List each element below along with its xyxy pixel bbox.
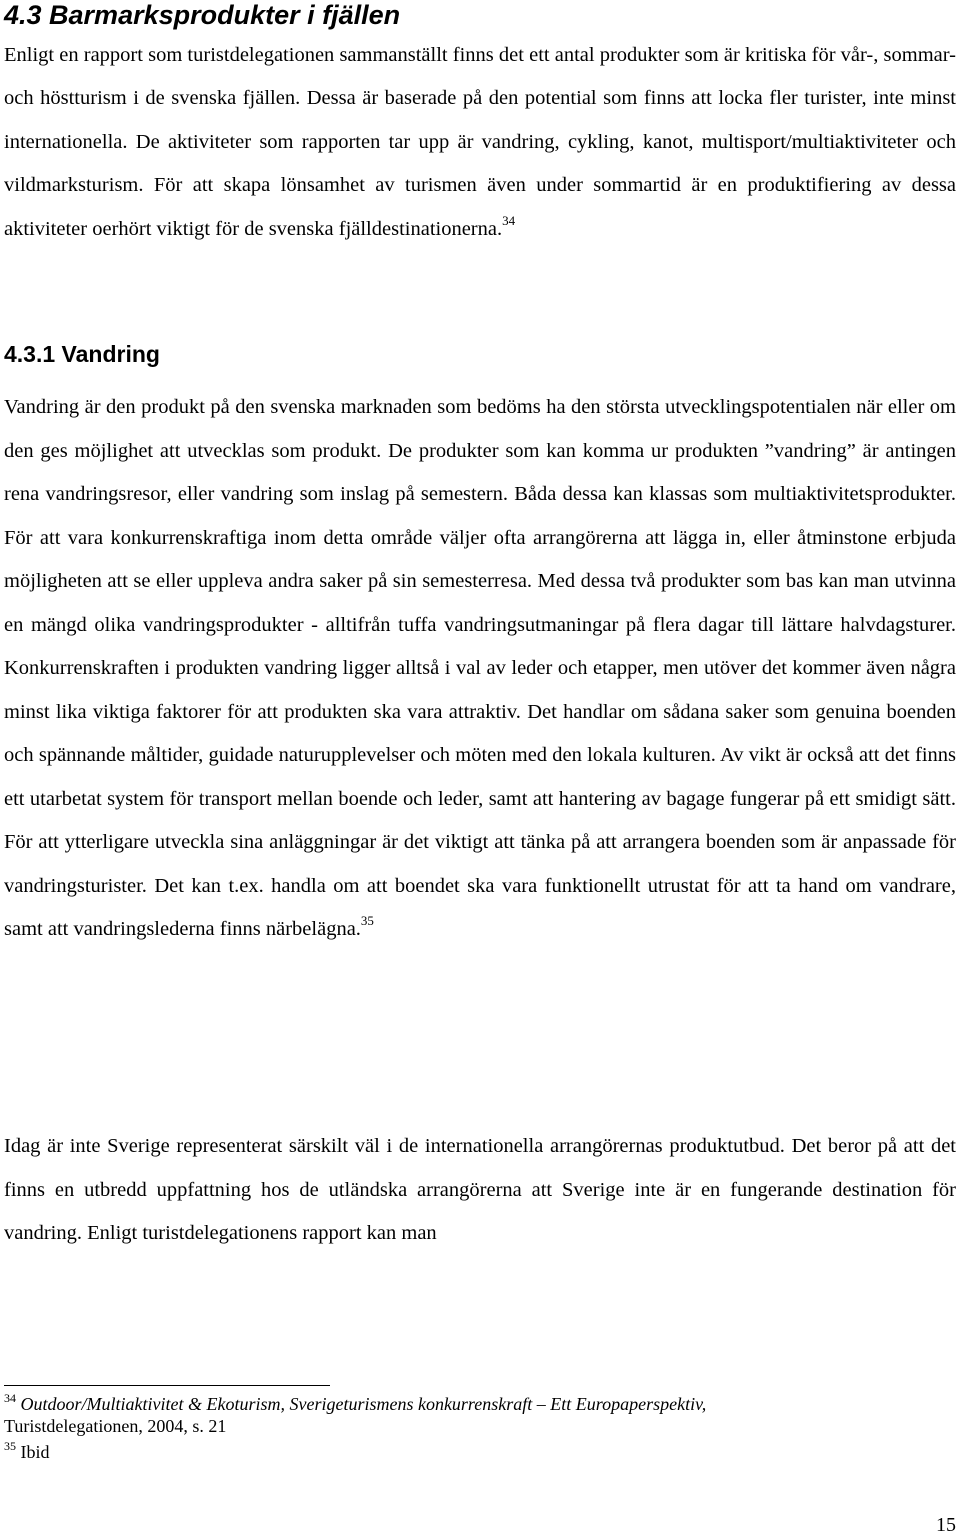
vandring-paragraph [4, 386, 956, 952]
footnote-ref-35[interactable]: 35 [360, 913, 374, 928]
intro-paragraph [4, 34, 956, 251]
footnote-number: 35 [4, 1439, 16, 1453]
footnote-source: Turistdelegationen, 2004, s. 21 [4, 1416, 227, 1436]
vandring-text: Vandring är den produkt på den svenska marknaden som bedöms ha den största utvecklingspotentialen när eller om den ges möjlighet att utvecklas som produkt. De produkter som kan komma ur produkten ”vandring” är antingen rena vandringsresor, eller vandring som inslag på semestern. Båda dessa kan klassas som multiaktivitetsprodukter. För att vara konkurrenskraftiga inom detta område väljer ofta arrangörerna att lägga in, eller åtminstone erbjuda möjligheten att se eller uppleva andra saker på sin semesterresa. Med dessa två produkter som bas kan man utvinna en mängd olika vandringsprodukter - alltifrån tuffa vandringsutmaningar på flera dagar till lättare halvdagsturer. Konkurrenskraften i produkten vandring ligger alltså i val av leder och etapper, men utöver det kommer även några minst lika viktiga faktorer för att produkten ska vara attraktiv. Det handlar om sådana saker som genuina boenden och spännande måltider, guidade naturupplevelser och möten med den lokala kulturen. Av vikt är också att det finns ett utarbetat system för transport mellan boende och leder, samt att hantering av bagage fungerar på ett smidigt sätt. För att ytterligare utveckla sina anläggningar är det viktigt att tänka på att arrangera boenden som är anpassade för vandringsturister. Det kan t.ex. handla om att boendet ska vara funktionellt utrustat för att ta hand om vandrare, samt att vandringslederna finns närbelägna. [4, 396, 956, 940]
page-number: 15 [936, 1514, 956, 1536]
footnote-34 [4, 1393, 956, 1437]
footnote-35 [4, 1441, 956, 1463]
sverige-paragraph: Idag är inte Sverige representerat särskilt väl i de internationella arrangörernas produktutbud. Det beror på att det finns en utbredd uppfattning hos de utländska arrangörerna att Sverige inte är en fungerande destination för vandring. Enligt turistdelegationens rapport kan man [4, 1135, 956, 1244]
section-heading: 4.3 Barmarksprodukter i fjällen [4, 0, 401, 30]
subsection-heading: 4.3.1 Vandring [4, 341, 160, 367]
footnote-title: Outdoor/Multiaktivitet & Ekoturism, Sverigeturismens konkurrenskraft – Ett Europaperspektiv, [20, 1394, 707, 1414]
footnote-divider [4, 1385, 330, 1386]
footnote-text: Ibid [20, 1442, 50, 1462]
footnote-ref-34[interactable]: 34 [502, 212, 516, 228]
intro-text: Enligt en rapport som turistdelegationen sammanställt finns det ett antal produkter som är kritiska för vår-, sommar- och höstturism i de svenska fjällen. Dessa är baserade på den potential som finns att locka fler turister, inte minst internationella. De aktiviteter som rapporten tar upp är vandring, cykling, kanot, multisport/multiaktiviteter och vildmarksturism. För att skapa lönsamhet av turismen även under sommartid är en produktifiering av dessa aktiviteter oerhört viktigt för de svenska fjälldestinationerna. [4, 44, 956, 240]
footnote-number: 34 [4, 1391, 16, 1405]
